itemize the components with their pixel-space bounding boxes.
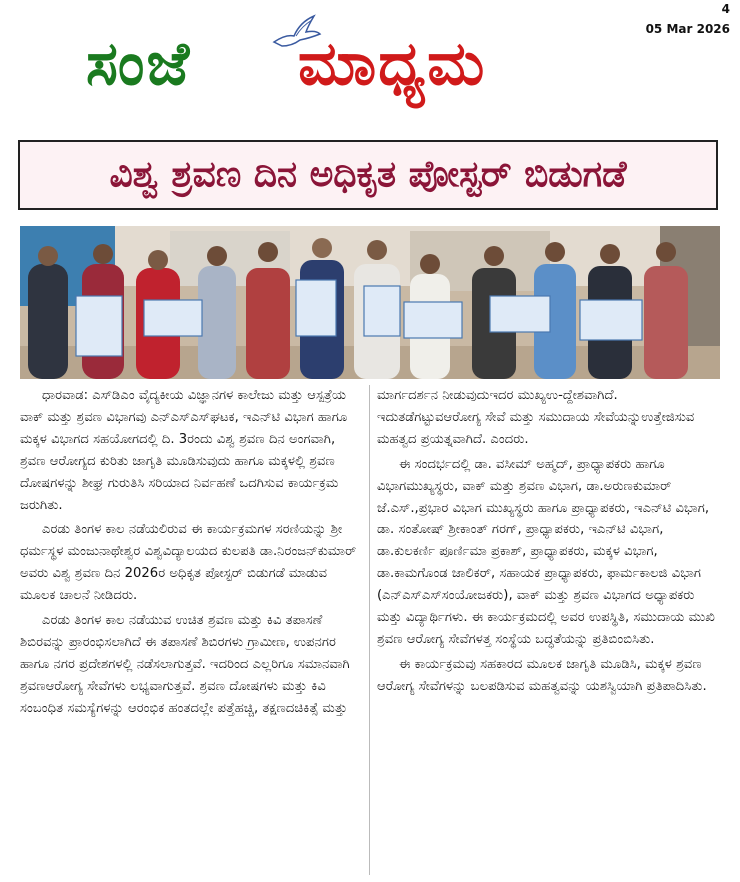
article-right-column bbox=[377, 385, 722, 701]
paragraph: ಎರಡು ತಿಂಗಳ ಕಾಲ ನಡೆಯಲಿರುವ ಈ ಕಾರ್ಯಕ್ರಮಗಳ ಸರಣಿಯನ್ನು ಶ್ರೀ ಧರ್ಮಸ್ಥಳ ಮಂಜುನಾಥೇಶ್ವರ ವಿಶ್ವವಿದ್ಯಾಲಯದ ಕುಲಪತಿ ಡಾ.ನಿರಂಜನ್‌ಕುಮಾರ್ ಅವರು ವಿಶ್ವ ಶ್ರವಣ ದಿನ 2026ರ ಅಧಿಕೃತ ಪೋಸ್ಟರ್ ಬಿಡುಗಡೆ ಮಾಡುವ ಮೂಲಕ ಚಾಲನೆ ನೀಡಿದರು. bbox=[20, 522, 357, 604]
masthead-title-right: ಮಾಧ್ಯಮ bbox=[298, 29, 487, 99]
paragraph: ಈ ಕಾರ್ಯಕ್ರಮವು ಸಹಕಾರದ ಮೂಲಕ ಜಾಗೃತಿ ಮೂಡಿಸಿ, ಮಕ್ಕಳ ಶ್ರವಣ ಆರೋಗ್ಯ ಸೇವೆಗಳನ್ನು ಬಲಪಡಿಸುವ ಮಹತ್ವವನ್ನು ಯಶಸ್ವಿಯಾಗಿ ಪ್ರತಿಪಾದಿಸಿತು. bbox=[377, 656, 707, 694]
paragraph: ಎರಡು ತಿಂಗಳ ಕಾಲ ನಡೆಯುವ ಉಚಿತ ಶ್ರವಣ ಮತ್ತು ಕಿವಿ ತಪಾಸಣೆ ಶಿಬಿರವನ್ನು ಪ್ರಾರಂಭಿಸಲಾಗಿದೆ ಈ ತಪಾಸಣೆ ಶಿಬಿರಗಳು ಗ್ರಾಮೀಣ, ಉಪನಗರ ಹಾಗೂ ನಗರ ಪ್ರದೇಶಗಳಲ್ಲಿ ನಡೆಸಲಾಗುತ್ತವೆ. ಇದರಿಂದ ಎಲ್ಲರಿಗೂ ಸಮಾನವಾಗಿ ಶ್ರವಣಆರೋಗ್ಯ ಸೇವೆಗಳು ಲಭ್ಯವಾಗುತ್ತವೆ. ಶ್ರವಣ ದೋಷಗಳು ಮತ್ತು ಕಿವಿ ಸಂಬಂಧಿತ ಸಮಸ್ಯೆಗಳನ್ನು ಆರಂಭಿಕ ಹಂತದಲ್ಲೇ ಪತ್ತೆಹಚ್ಚಿ, ತಕ್ಷಣದಚಿಕಿತ್ಸೆ ಮತ್ತು bbox=[20, 613, 350, 716]
article-headline: ವಿಶ್ವ ಶ್ರವಣ ದಿನ ಅಧಿಕೃತ ಪೋಸ್ಟರ್ ಬಿಡುಗಡೆ bbox=[109, 154, 627, 195]
publication-date: 05 Mar 2026 bbox=[645, 22, 730, 36]
event-photo bbox=[20, 226, 720, 379]
paragraph: ಮಾರ್ಗದರ್ಶನ ನೀಡುವುದುಇದರ ಮುಖ್ಯಉ-ದ್ದೇಶವಾಗಿದೆ. ಇದುತಡೆಗಟ್ಟುವಆರೋಗ್ಯ ಸೇವೆ ಮತ್ತು ಸಮುದಾಯ ಸೇವೆಯನ್ನುಉತ್ತೇಜಿಸುವ ಮಹತ್ವದ ಪ್ರಯತ್ನವಾಗಿದೆ. ಎಂದರು. bbox=[377, 388, 695, 447]
paragraph: ಈ ಸಂದರ್ಭದಲ್ಲಿ ಡಾ. ವಸೀಮ್ ಅಹ್ಮದ್, ಪ್ರಾಧ್ಯಾಪಕರು ಹಾಗೂ ವಿಭಾಗಮುಖ್ಯಸ್ಥರು, ವಾಕ್ ಮತ್ತು ಶ್ರವಣ ವಿಭಾಗ, ಡಾ.ಅರುಣಕುಮಾರ್ ಜೆ.ಎಸ್.,ಪ್ರಭಾರ ವಿಭಾಗ ಮುಖ್ಯಸ್ಥರು ಹಾಗೂ ಪ್ರಾಧ್ಯಾಪಕರು, ಇಎನ್‌ಟಿ ವಿಭಾಗ, ಡಾ. ಸಂತೋಷ್ ಶ್ರೀಕಾಂತ್ ಗರಗ್, ಪ್ರಾಧ್ಯಾಪಕರು, ಇಎನ್‌ಟಿ ವಿಭಾಗ, ಡಾ.ಕುಲಕರ್ಣಿ ಪೂರ್ಣಿಮಾ ಪ್ರಕಾಶ್, ಪ್ರಾಧ್ಯಾಪಕರು, ಮಕ್ಕಳ ವಿಭಾಗ, ಡಾ.ಕಾಮಗೊಂಡ ಜಾಲಿಕರ್, ಸಹಾಯಕ ಪ್ರಾಧ್ಯಾಪಕರು, ಫಾರ್ಮಕಾಲಜಿ ವಿಭಾಗ (ಎನ್‌ಎಸ್‌ಎಸ್‌ಸಂಯೋಜಕರು), ವಾಕ್ ಮತ್ತು ಶ್ರವಣ ವಿಭಾಗದ ಅಧ್ಯಾಪಕರು ಮತ್ತು ವಿದ್ಯಾರ್ಥಿಗಳು. ಈ ಕಾರ್ಯಕ್ರಮದಲ್ಲಿ ಅವರ ಉಪಸ್ಥಿತಿ, ಸಮುದಾಯ ಮುಖಿ ಶ್ರವಣ ಆರೋಗ್ಯ ಸೇವೆಗಳತ್ತ ಸಂಸ್ಥೆಯ ಬದ್ಧತೆಯನ್ನು ಪ್ರತಿಬಿಂಬಿಸಿತು. bbox=[377, 456, 716, 647]
masthead bbox=[0, 8, 740, 124]
column-divider bbox=[369, 385, 370, 875]
headline-banner bbox=[18, 140, 718, 210]
masthead-title-left: ಸಂಜೆ bbox=[86, 29, 192, 99]
article-left-column bbox=[20, 385, 360, 723]
paragraph: ಧಾರವಾಡ: ಎಸ್‌ಡಿಎಂ ವೈದ್ಯಕೀಯ ವಿಜ್ಞಾನಗಳ ಕಾಲೇಜು ಮತ್ತು ಆಸ್ಪತ್ರೆಯ ವಾಕ್ ಮತ್ತು ಶ್ರವಣ ವಿಭಾಗವು ಎನ್‌ಎಸ್‌ಎಸ್‌ಘಟಕ, ಇಎನ್‌ಟಿ ವಿಭಾಗ ಹಾಗೂ ಮಕ್ಕಳ ವಿಭಾಗದ ಸಹಯೋಗದಲ್ಲಿ ದಿ. 3ರಂದು ವಿಶ್ವ ಶ್ರವಣ ದಿನ ಅಂಗವಾಗಿ, ಶ್ರವಣ ಆರೋಗ್ಯದ ಕುರಿತು ಜಾಗೃತಿ ಮೂಡಿಸುವುದು ಹಾಗೂ ಮಕ್ಕಳಲ್ಲಿ ಶ್ರವಣ ದೋಷಗಳನ್ನು ಶೀಘ್ರ ಗುರುತಿಸಿ ಸರಿಯಾದ ನಿರ್ವಹಣೆ ಒದಗಿಸುವ ಕಾರ್ಯಕ್ರಮ ಜರುಗಿತು. bbox=[20, 388, 348, 513]
page-number: 4 bbox=[721, 2, 730, 16]
